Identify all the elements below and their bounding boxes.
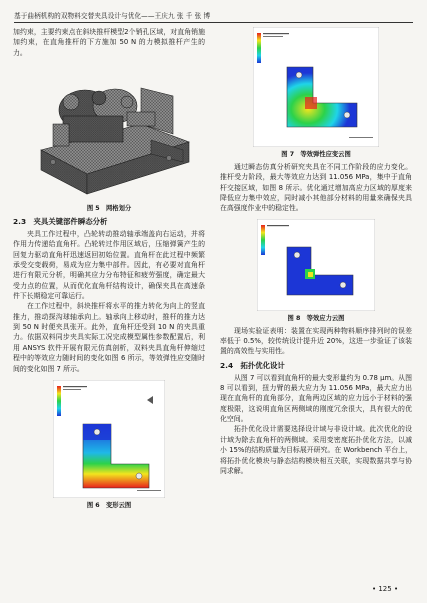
page-number: • 125 • bbox=[372, 585, 399, 593]
section-2-3-heading: 2.3 夹具关键部件瞬态分析 bbox=[13, 217, 108, 227]
figure-6-deformation bbox=[53, 380, 165, 498]
right-column bbox=[220, 27, 412, 476]
left-column bbox=[13, 27, 205, 510]
figure-6-caption: 图 6 变形云图 bbox=[86, 501, 132, 509]
figure-5-mesh bbox=[23, 62, 195, 202]
equivalent-stress-contour-image bbox=[257, 219, 375, 311]
paragraph-right-1: 通过瞬态仿真分析研究夹具在不同工作阶段的应力变化。推杆受力阶段，最大等效应力达到 11.056 MPa，集中于直角杆交接区域，如图 8 所示。优化通过增加高应力区域的厚度来降低应力集中效应，同时减小其他部分材料的用量来确保夹具在高强度作业中的稳定性。 bbox=[220, 163, 412, 213]
running-header: 基于曲柄机构的双物料交替夹具设计与优化——王庆九 张 千 张 博 bbox=[14, 10, 413, 23]
section-2-4-heading: 2.4 拓扑优化设计 bbox=[220, 360, 285, 370]
paragraph-right-2: 现场实验证表明：装置在实现两种物料顺序排列时的误差率低于 0.5%，较传统设计提升近 20%，这进一步验证了该装置的高效性与实用性。 bbox=[220, 326, 412, 356]
figure-7-caption: 图 7 等效弹性应变云图 bbox=[281, 151, 351, 158]
paragraph-intro: 加约束，主要约束点在斜块推杆模型2个销孔区域，对直角销施加约束，在直角推杆的下方施加 50 N 的力模拟推杆产生的力。 bbox=[13, 28, 205, 57]
elastic-strain-contour-image bbox=[253, 27, 379, 147]
mesh-model-image bbox=[23, 62, 195, 202]
paragraph-2-4-a: 从图 7 可以看到直角杆的最大变形量约为 0.78 μm。从图 8 可以看到，扭力臂的最大应力为 11.056 MPa，最大应力出现在直角杆的直角部分，直角两边区域的应力远小于材料的强度极限，这说明直角区两侧域的刚度冗余很大，具有很大的优化空间。 bbox=[220, 373, 412, 424]
paragraph-2-4-b: 拓扑优化设计需要选择设计域与非设计域。此次优化的设计域为除去直角杆的两侧域。采用变密度拓扑优化方法，以减小 15%的结构质量为目标展开研究。在 Workbench 平台上，将拓扑优化模块与静态结构模块相互关联，实现数据共享与协同求解。 bbox=[220, 425, 412, 475]
paragraph-2-3-a: 夹具工作过程中，凸轮转动推动轴承端盖向右运动，并将作用力传递给直角杆。凸轮转过作用区域后，压缩弹簧产生的回复力驱动直角杆迅速返回初始位置。直角杆在此过程中频繁承受交变载荷，易成为应力集中部件。因此，有必要对直角杆进行有限元分析，明确其应力分布特征和疲劳强度，确定最大受力点的位置，从而优化直角杆结构设计，确保夹具在高速条件下长期稳定可靠运行。 bbox=[13, 230, 205, 301]
figure-8-caption: 图 8 等效应力云图 bbox=[287, 314, 345, 322]
deformation-contour-image bbox=[53, 380, 165, 498]
figure-8-equivalent-stress bbox=[257, 219, 375, 311]
figure-5-caption: 图 5 网格划分 bbox=[86, 205, 132, 213]
figure-7-elastic-strain bbox=[253, 27, 379, 147]
paragraph-2-3-b: 在工作过程中，斜块推杆将水平的推力转化为向上的竖直推力，推动探沟球轴承向上。轴承向上移动时，推杆的推力达到 50 N 时便夹具张开。此外，直角杆还受到 10 N 的夹具重力。依据双料同步夹具实际工况完成模型属性参数配置后，利用 ANSYS 软件开展有限元仿真剖析，双料夹具直角杆伸缩过程中的等效应力随时间的变化如图 6 所示，等效弹性应变随时间的变化如图 7 所示。 bbox=[13, 302, 205, 373]
